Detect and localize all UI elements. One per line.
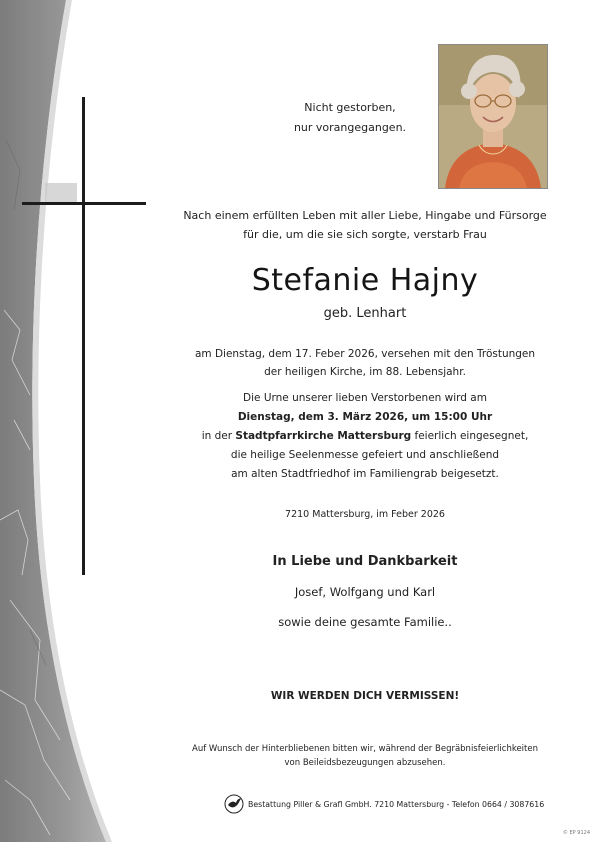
deceased-name: Stefanie Hajny (251, 263, 479, 298)
intro-line-1: Nach einem erfüllten Leben mit aller Liebe, Hingabe und Fürsorge (183, 209, 547, 222)
ceremony-church: Stadtpfarrkirche Mattersburg (235, 430, 412, 442)
motto (250, 98, 450, 138)
dove-logo-icon (224, 793, 244, 815)
miss-you-line: WIR WERDEN DICH VERMISSEN! (270, 690, 460, 702)
cross-icon (82, 97, 85, 575)
family-extended: sowie deine gesamte Familie.. (278, 615, 452, 629)
maiden-name: geb. Lenhart (323, 306, 407, 321)
ceremony-line-3-post: feierlich eingesegnet, (411, 430, 529, 442)
intro-line-2: für die, um die sie sich sorgte, verstarb Frau (243, 228, 487, 241)
ceremony-line-3 (150, 427, 580, 446)
document-code: © EP 9124 (562, 830, 590, 836)
details-line-1: am Dienstag, dem 17. Feber 2026, versehen mit den Tröstungen (194, 348, 536, 360)
ceremony-line-5: am alten Stadtfriedhof im Familiengrab beigesetzt. (231, 468, 499, 480)
ceremony-date-time: Dienstag, dem 3. März 2026, um 15:00 Uhr (237, 411, 493, 423)
motto-line-2: nur vorangegangen. (293, 121, 407, 134)
cross-shadow (45, 183, 77, 203)
ceremony-line-1: Die Urne unserer lieben Verstorbenen wird am (243, 392, 487, 404)
ceremony-line-4: die heilige Seelenmesse gefeiert und anschließend (230, 449, 500, 461)
ceremony-info (150, 389, 580, 484)
place-date: 7210 Mattersburg, im Feber 2026 (285, 509, 445, 520)
motto-line-1: Nicht gestorben, (304, 101, 396, 114)
funeral-home-footer (224, 792, 544, 816)
family-names: Josef, Wolfgang und Karl (294, 585, 436, 599)
marble-background (0, 0, 120, 842)
intro-text (150, 206, 580, 244)
request-line-1: Auf Wunsch der Hinterbliebenen bitten wir, während der Begräbnisfeierlichkeiten (192, 744, 538, 754)
cross-bar (22, 202, 146, 205)
portrait-photo (438, 44, 548, 189)
condolence-request (150, 742, 580, 770)
footer-text: Bestattung Piller & Grafl GmbH. 7210 Mattersburg - Telefon 0664 / 3087616 (248, 799, 545, 809)
ceremony-line-3-pre: in der (201, 430, 236, 442)
death-details (150, 345, 580, 381)
details-line-2: der heiligen Kirche, im 88. Lebensjahr. (264, 366, 466, 378)
request-line-2: von Beileidsbezeugungen abzusehen. (284, 758, 446, 768)
closing-heading: In Liebe und Dankbarkeit (272, 554, 458, 569)
